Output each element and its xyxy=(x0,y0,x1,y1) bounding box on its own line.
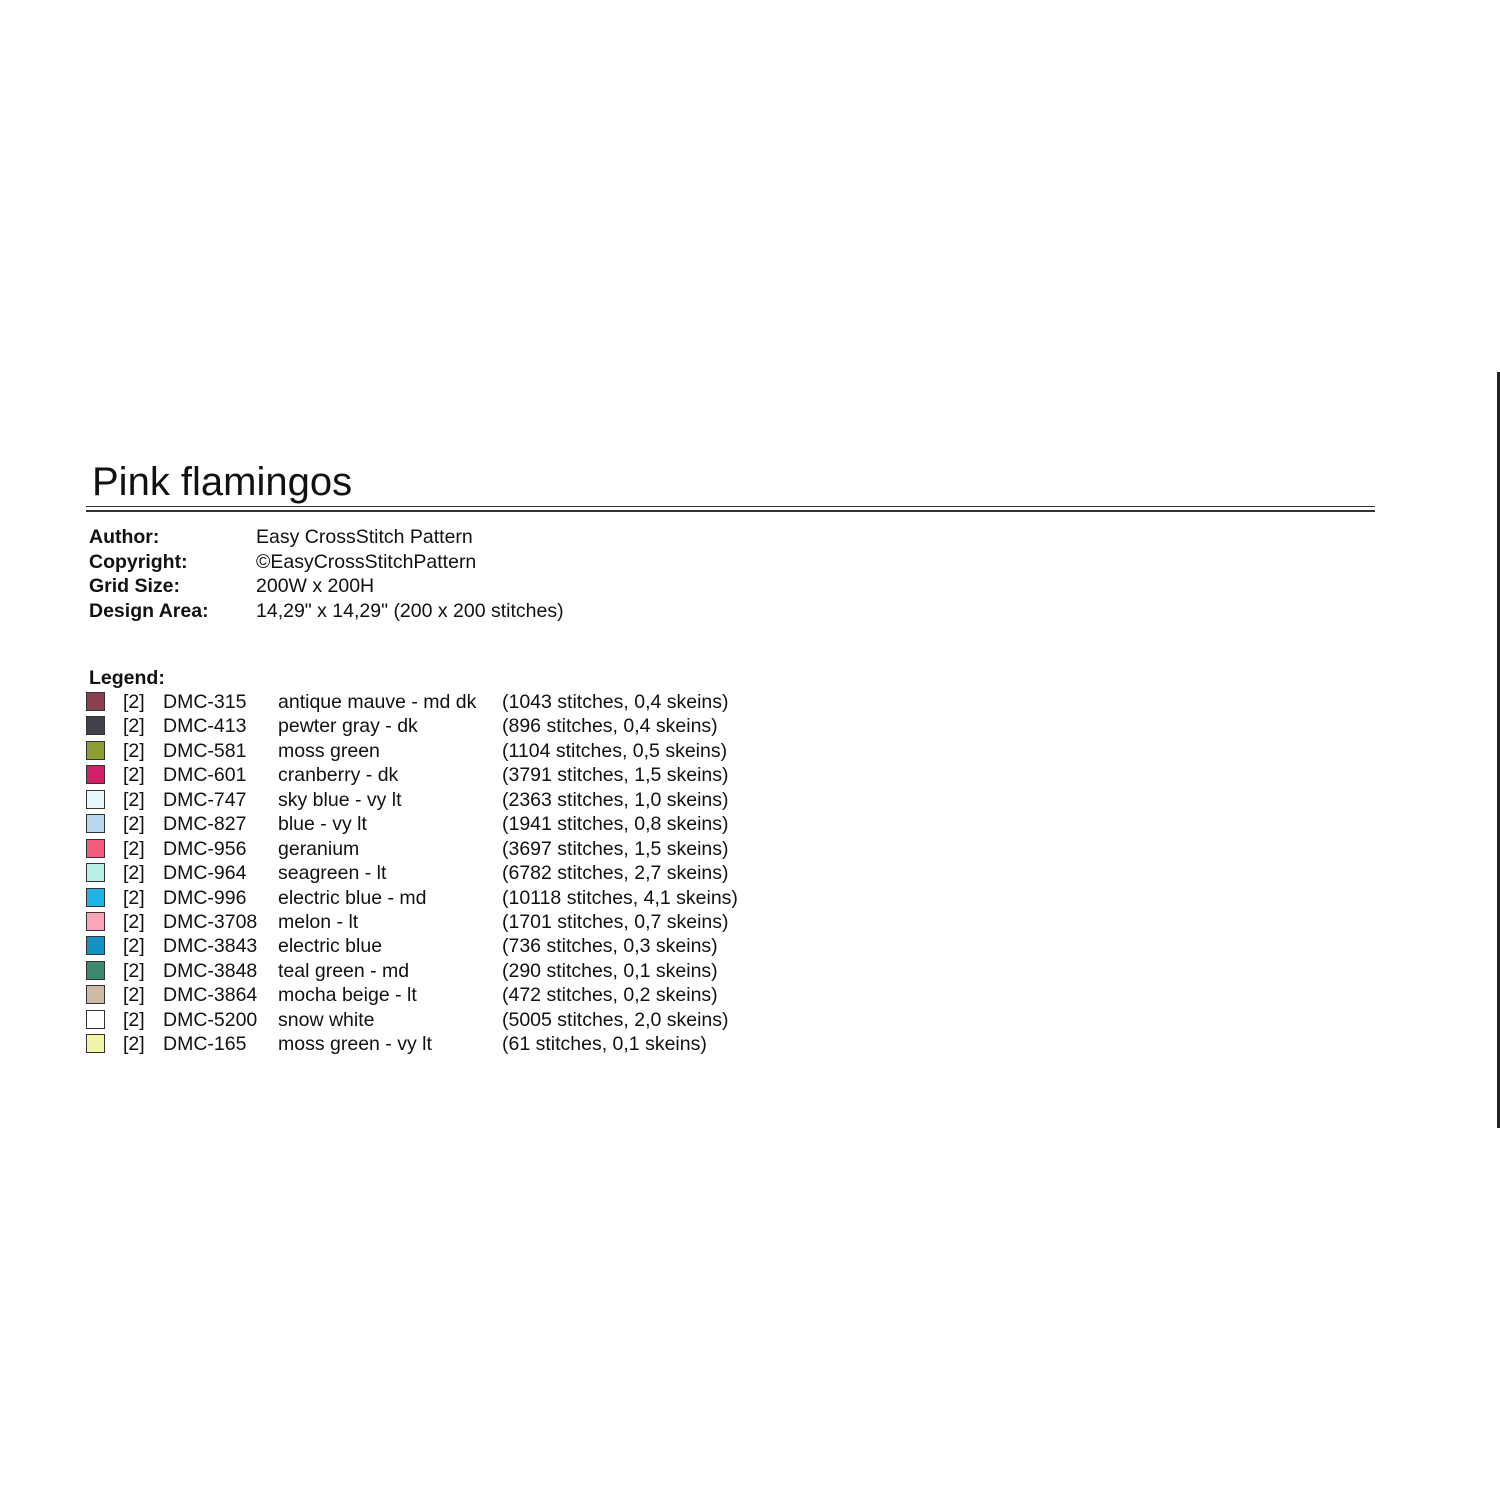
thread-name: melon - lt xyxy=(278,910,359,933)
color-swatch xyxy=(86,839,105,858)
stitch-count: (2363 stitches, 1,0 skeins) xyxy=(502,788,729,811)
thread-name: sky blue - vy lt xyxy=(278,788,402,811)
legend-heading: Legend: xyxy=(89,667,165,689)
stitch-count: (290 stitches, 0,1 skeins) xyxy=(502,959,718,982)
thread-name: pewter gray - dk xyxy=(278,715,418,738)
thread-name: electric blue - md xyxy=(278,886,427,909)
stitch-count: (1701 stitches, 0,7 skeins) xyxy=(502,910,729,933)
strand-count: [2] xyxy=(123,739,145,762)
thread-code: DMC-956 xyxy=(163,837,247,860)
thread-code: DMC-964 xyxy=(163,862,247,885)
legend-item xyxy=(86,983,786,1007)
color-swatch xyxy=(86,790,105,809)
stitch-count: (896 stitches, 0,4 skeins) xyxy=(502,715,718,738)
stitch-count: (6782 stitches, 2,7 skeins) xyxy=(502,862,729,885)
strand-count: [2] xyxy=(123,910,145,933)
stitch-count: (5005 stitches, 2,0 skeins) xyxy=(502,1008,729,1031)
strand-count: [2] xyxy=(123,959,145,982)
legend-item xyxy=(86,714,786,738)
design-area-label: Design Area: xyxy=(89,599,209,622)
strand-count: [2] xyxy=(123,764,145,787)
thread-name: cranberry - dk xyxy=(278,764,399,787)
strand-count: [2] xyxy=(123,862,145,885)
legend-item xyxy=(86,934,786,958)
thread-name: electric blue xyxy=(278,935,383,958)
color-swatch xyxy=(86,1034,105,1053)
design-area-value: 14,29" x 14,29" (200 x 200 stitches) xyxy=(256,599,564,622)
thread-name: mocha beige - lt xyxy=(278,984,417,1007)
thread-name: snow white xyxy=(278,1008,375,1031)
thread-code: DMC-581 xyxy=(163,739,247,762)
strand-count: [2] xyxy=(123,1033,145,1056)
color-swatch xyxy=(86,741,105,760)
legend-item xyxy=(86,1008,786,1032)
color-swatch xyxy=(86,961,105,980)
legend-item xyxy=(86,763,786,787)
stitch-count: (3791 stitches, 1,5 skeins) xyxy=(502,764,729,787)
thread-code: DMC-827 xyxy=(163,813,247,836)
legend-item xyxy=(86,788,786,812)
copyright-label: Copyright: xyxy=(89,550,188,573)
thread-code: DMC-315 xyxy=(163,691,247,713)
legend-item xyxy=(86,739,786,763)
thread-code: DMC-413 xyxy=(163,715,247,738)
thread-code: DMC-996 xyxy=(163,886,247,909)
thread-name: seagreen - lt xyxy=(278,862,387,885)
color-swatch xyxy=(86,888,105,907)
stitch-count: (3697 stitches, 1,5 skeins) xyxy=(502,837,729,860)
legend-list xyxy=(86,690,786,1057)
author-value: Easy CrossStitch Pattern xyxy=(256,526,473,548)
thread-code: DMC-5200 xyxy=(163,1008,258,1031)
legend-item xyxy=(86,861,786,885)
color-swatch xyxy=(86,912,105,931)
stitch-count: (736 stitches, 0,3 skeins) xyxy=(502,935,718,958)
color-swatch xyxy=(86,863,105,882)
color-swatch xyxy=(86,985,105,1004)
author-label: Author: xyxy=(89,526,160,548)
thread-name: blue - vy lt xyxy=(278,813,367,836)
thread-code: DMC-3843 xyxy=(163,935,258,958)
strand-count: [2] xyxy=(123,788,145,811)
thread-code: DMC-3708 xyxy=(163,910,258,933)
thread-name: moss green xyxy=(278,739,380,762)
color-swatch xyxy=(86,814,105,833)
title-underline-thick xyxy=(86,510,1375,512)
strand-count: [2] xyxy=(123,691,145,713)
stitch-count: (472 stitches, 0,2 skeins) xyxy=(502,984,718,1007)
thread-code: DMC-3848 xyxy=(163,959,258,982)
color-swatch xyxy=(86,936,105,955)
thread-code: DMC-3864 xyxy=(163,984,258,1007)
thread-code: DMC-747 xyxy=(163,788,247,811)
legend-item xyxy=(86,1032,786,1056)
stitch-count: (1043 stitches, 0,4 skeins) xyxy=(502,691,729,713)
thread-name: geranium xyxy=(278,837,360,860)
stitch-count: (10118 stitches, 4,1 skeins) xyxy=(502,886,738,909)
color-swatch xyxy=(86,765,105,784)
strand-count: [2] xyxy=(123,1008,145,1031)
legend-item xyxy=(86,886,786,910)
thread-code: DMC-601 xyxy=(163,764,247,787)
legend-item xyxy=(86,910,786,934)
stitch-count: (1104 stitches, 0,5 skeins) xyxy=(502,739,728,762)
strand-count: [2] xyxy=(123,813,145,836)
thread-name: teal green - md xyxy=(278,959,410,982)
pattern-title: Pink flamingos xyxy=(92,460,353,504)
strand-count: [2] xyxy=(123,935,145,958)
strand-count: [2] xyxy=(123,886,145,909)
thread-code: DMC-165 xyxy=(163,1033,247,1056)
color-swatch xyxy=(86,692,105,711)
title-underline xyxy=(86,506,1375,507)
legend-item xyxy=(86,690,786,714)
strand-count: [2] xyxy=(123,984,145,1007)
grid-size-label: Grid Size: xyxy=(89,575,181,597)
thread-name: moss green - vy lt xyxy=(278,1033,432,1056)
strand-count: [2] xyxy=(123,715,145,738)
legend-item xyxy=(86,837,786,861)
stitch-count: (61 stitches, 0,1 skeins) xyxy=(502,1033,707,1056)
thread-name: antique mauve - md dk xyxy=(278,691,477,713)
grid-size-value: 200W x 200H xyxy=(256,575,375,597)
copyright-value: ©EasyCrossStitchPattern xyxy=(256,550,477,573)
stitch-count: (1941 stitches, 0,8 skeins) xyxy=(502,813,729,836)
color-swatch xyxy=(86,1010,105,1029)
color-swatch xyxy=(86,716,105,735)
legend-item xyxy=(86,959,786,983)
legend-item xyxy=(86,812,786,836)
strand-count: [2] xyxy=(123,837,145,860)
